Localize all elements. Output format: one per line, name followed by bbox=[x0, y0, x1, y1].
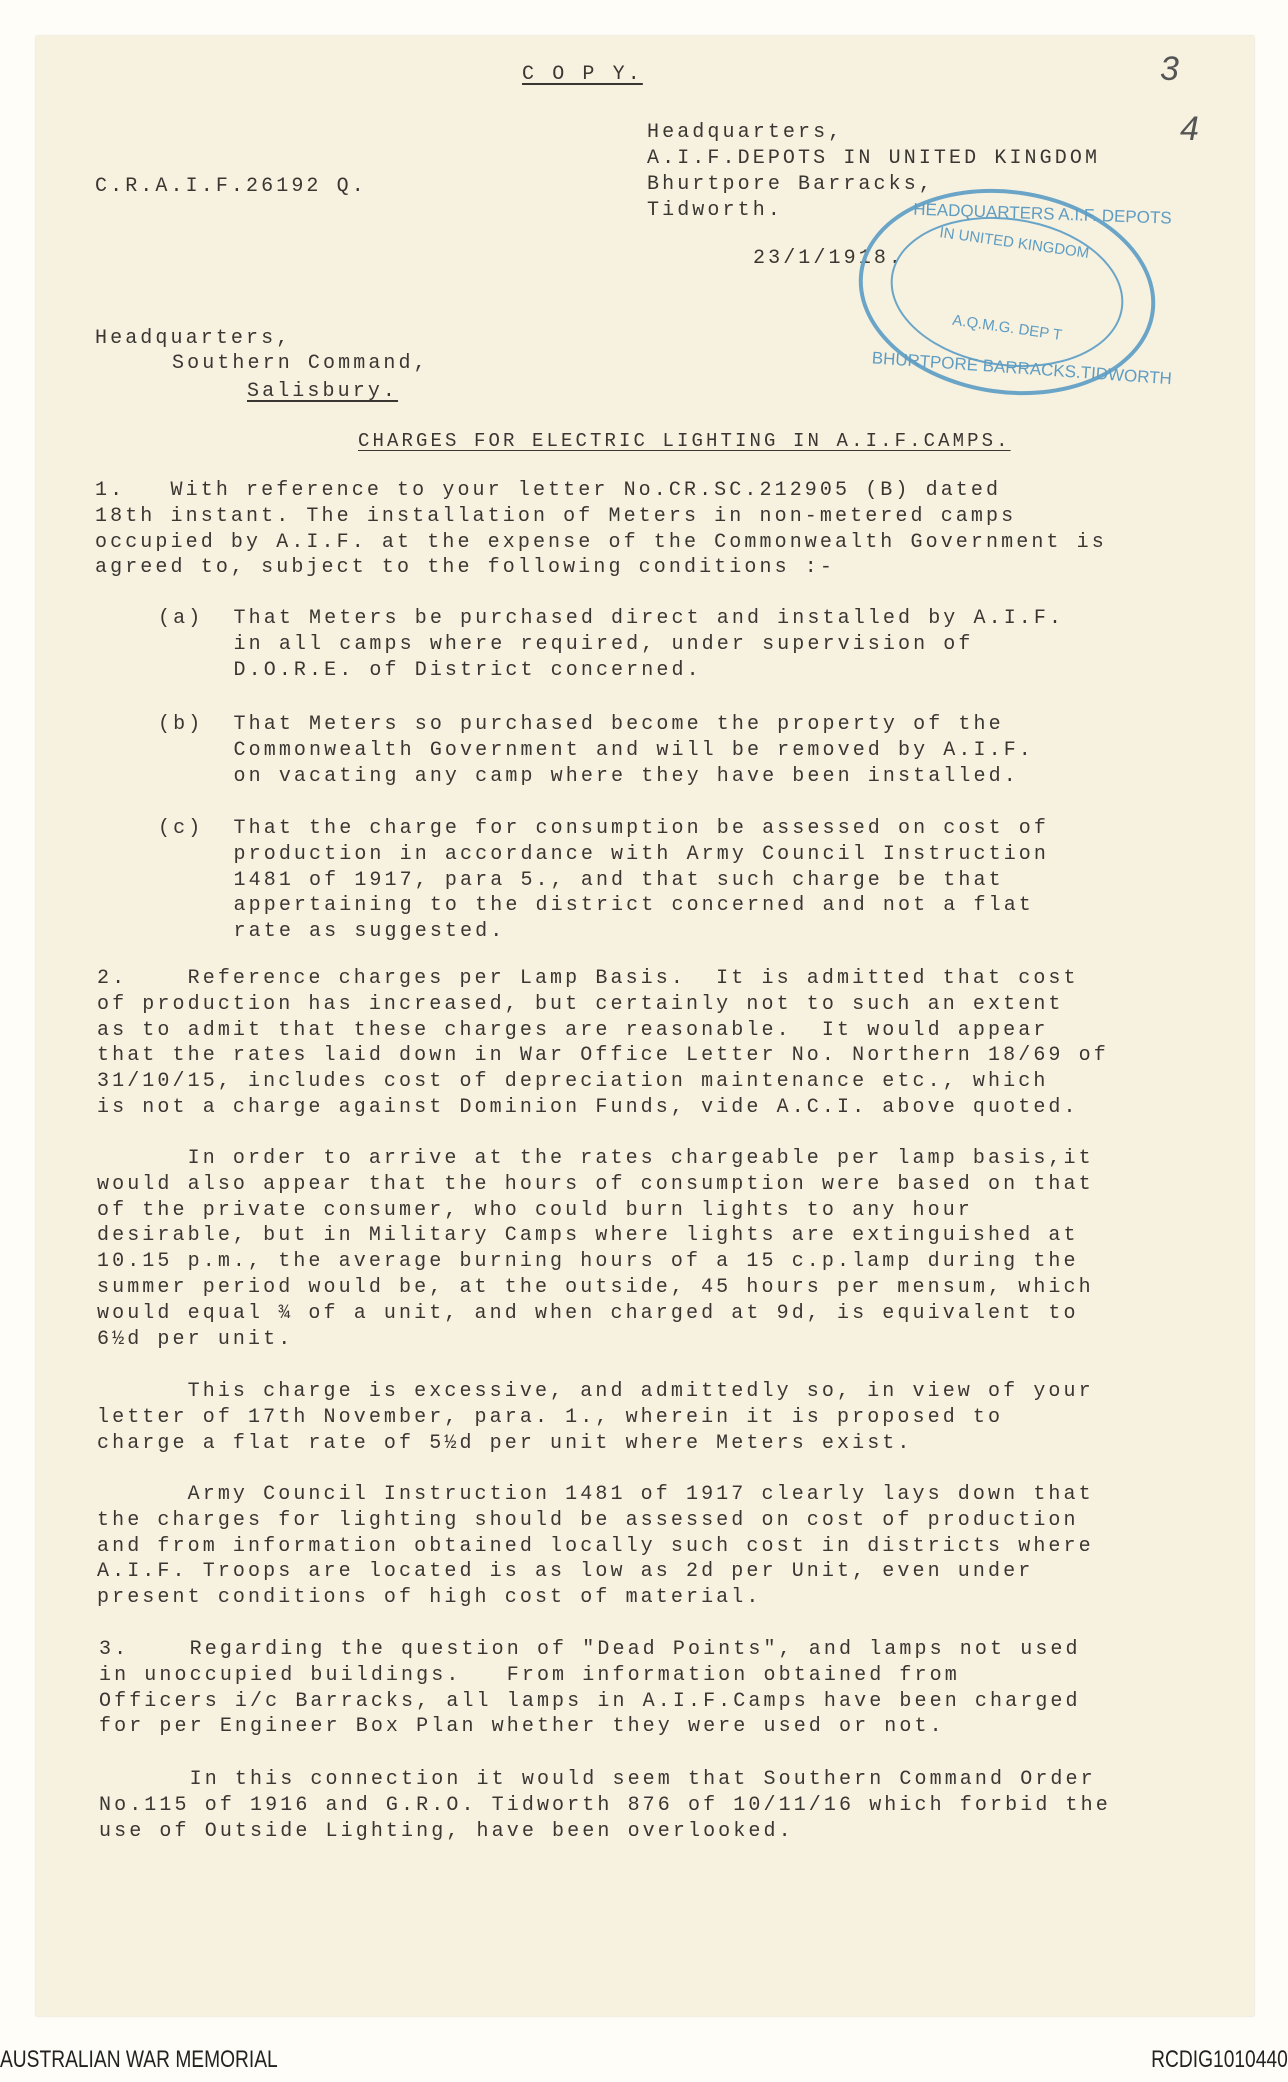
footer-archive-name: AUSTRALIAN WAR MEMORIAL bbox=[0, 2046, 278, 2073]
paragraph-line: for per Engineer Box Plan whether they were used or not. bbox=[99, 1715, 945, 1739]
paragraph-line: agreed to, subject to the following conditions :- bbox=[95, 556, 835, 580]
paragraph-line: 10.15 p.m., the average burning hours of a 15 c.p.lamp during the bbox=[97, 1250, 1079, 1274]
copy-label: C O P Y. bbox=[522, 63, 643, 86]
sender-line: Tidworth. bbox=[647, 199, 783, 222]
paragraph-line: (b) That Meters so purchased become the property of the bbox=[158, 713, 1004, 736]
paragraph-line: summer period would be, at the outside, 45 hours per mensum, which bbox=[97, 1276, 1094, 1299]
paragraph-line: that the rates laid down in War Office Letter No. Northern 18/69 of bbox=[97, 1044, 1109, 1068]
paragraph-line: (a) That Meters be purchased direct and installed by A.I.F. bbox=[158, 607, 1065, 630]
paragraph-line: In order to arrive at the rates chargeable per lamp basis,it bbox=[97, 1147, 1094, 1170]
paragraph-line: appertaining to the district concerned and not a flat bbox=[158, 894, 1034, 918]
stamp-text: A.Q.M.G. DEP T bbox=[951, 311, 1063, 344]
paragraph-line: the charges for lighting should be assessed on cost of production bbox=[97, 1508, 1079, 1532]
paragraph-line: 2. Reference charges per Lamp Basis. It is admitted that cost bbox=[97, 967, 1079, 990]
sender-line: Headquarters, bbox=[647, 121, 844, 144]
handwritten-number: 3 bbox=[1160, 50, 1179, 88]
paragraph-line: letter of 17th November, para. 1., wherein it is proposed to bbox=[97, 1405, 1004, 1429]
paragraph-line: rate as suggested. bbox=[158, 920, 506, 944]
paragraph-line: of production has increased, but certainly not to such an extent bbox=[97, 992, 1064, 1016]
paragraph-line: No.115 of 1916 and G.R.O. Tidworth 876 of 10/11/16 which forbid the bbox=[99, 1793, 1111, 1817]
paragraph-line: In this connection it would seem that Southern Command Order bbox=[99, 1768, 1096, 1791]
stamp-text: BHURTPORE BARRACKS.TIDWORTH bbox=[871, 348, 1173, 389]
paragraph-line: Commonwealth Government and will be removed by A.I.F. bbox=[158, 738, 1034, 762]
recipient-line: Southern Command, bbox=[172, 352, 429, 375]
paragraph-line: 1481 of 1917, para 5., and that such charge be that bbox=[158, 868, 1004, 892]
handwritten-number: 4 bbox=[1180, 110, 1199, 148]
paragraph-line: D.O.R.E. of District concerned. bbox=[158, 658, 702, 682]
reference-number: C.R.A.I.F.26192 Q. bbox=[95, 175, 367, 198]
footer-record-id: RCDIG1010440 bbox=[1151, 2046, 1288, 2073]
letter-date: 23/1/1918. bbox=[753, 247, 905, 270]
paragraph-line: desirable, but in Military Camps where lights are extinguished at bbox=[97, 1224, 1079, 1248]
sender-line: A.I.F.DEPOTS IN UNITED KINGDOM bbox=[647, 147, 1101, 170]
paragraph-line: A.I.F. Troops are located is as low as 2d per Unit, even under bbox=[97, 1560, 1034, 1584]
paragraph-line: 3. Regarding the question of "Dead Points", and lamps not used bbox=[99, 1638, 1081, 1661]
paragraph-line: use of Outside Lighting, have been overlooked. bbox=[99, 1819, 794, 1843]
paragraph-line: as to admit that these charges are reasonable. It would appear bbox=[97, 1018, 1049, 1042]
paragraph-line: 31/10/15, includes cost of depreciation maintenance etc., which bbox=[97, 1070, 1049, 1094]
paragraph-line: charge a flat rate of 5½d per unit where Meters exist. bbox=[97, 1431, 913, 1455]
paragraph-line: 1. With reference to your letter No.CR.SC.212905 (B) dated bbox=[95, 479, 1002, 502]
paragraph-line: 6½d per unit. bbox=[97, 1327, 294, 1351]
recipient-line: Headquarters, bbox=[95, 327, 292, 350]
recipient-line: Salisbury. bbox=[247, 380, 399, 403]
paragraph-line: is not a charge against Dominion Funds, vide A.C.I. above quoted. bbox=[97, 1096, 1079, 1119]
paragraph-line: present conditions of high cost of material. bbox=[97, 1586, 762, 1610]
paragraph-line: Army Council Instruction 1481 of 1917 clearly lays down that bbox=[97, 1483, 1094, 1506]
stamp-text: HEADQUARTERS A.I.F. DEPOTS bbox=[912, 199, 1172, 228]
paragraph-line: production in accordance with Army Council Instruction bbox=[158, 842, 1050, 866]
paragraph-line: would also appear that the hours of consumption were based on that bbox=[97, 1172, 1094, 1196]
paragraph-line: (c) That the charge for consumption be assessed on cost of bbox=[158, 817, 1050, 840]
paragraph-line: in unoccupied buildings. From information obtained from bbox=[99, 1663, 960, 1687]
paragraph-line: Officers i/c Barracks, all lamps in A.I.F.Camps have been charged bbox=[99, 1689, 1081, 1713]
stamp-text: IN UNITED KINGDOM bbox=[938, 224, 1091, 262]
paragraph-line: occupied by A.I.F. at the expense of the Commonwealth Government is bbox=[95, 530, 1107, 554]
paragraph-line: 18th instant. The installation of Meters in non-metered camps bbox=[95, 504, 1017, 528]
paragraph-line: This charge is excessive, and admittedly so, in view of your bbox=[97, 1380, 1094, 1403]
paragraph-line: would equal ¾ of a unit, and when charged at 9d, is equivalent to bbox=[97, 1301, 1079, 1325]
paragraph-line: on vacating any camp where they have been installed. bbox=[158, 764, 1019, 788]
paragraph-line: in all camps where required, under supervision of bbox=[158, 632, 974, 656]
paragraph-line: of the private consumer, who could burn lights to any hour bbox=[97, 1198, 973, 1222]
sender-line: Bhurtpore Barracks, bbox=[647, 173, 934, 196]
subject-heading: CHARGES FOR ELECTRIC LIGHTING IN A.I.F.CAMPS. bbox=[358, 430, 1011, 452]
paragraph-line: and from information obtained locally such cost in districts where bbox=[97, 1534, 1094, 1558]
